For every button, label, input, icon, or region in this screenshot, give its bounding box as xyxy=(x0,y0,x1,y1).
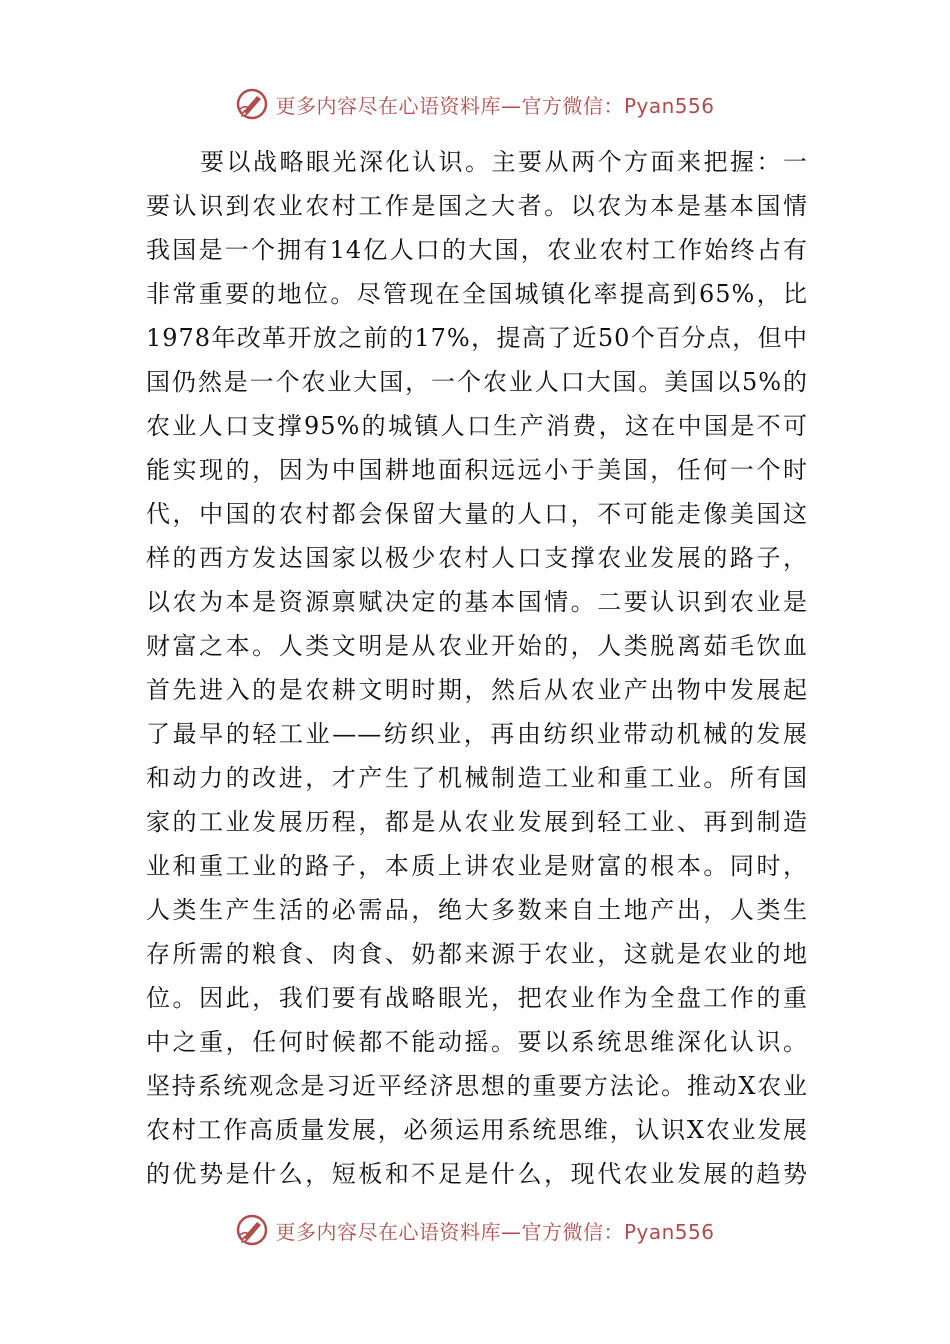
text-line: 能实现的，因为中国耕地面积远远小于美国，任何一个时 xyxy=(146,456,808,484)
text-line: 位。因此，我们要有战略眼光，把农业作为全盘工作的重 xyxy=(146,984,808,1012)
article-body xyxy=(146,140,808,1196)
text-line: 财富之本。人类文明是从农业开始的，人类脱离茹毛饮血 xyxy=(146,632,808,660)
text-line: 坚持系统观念是习近平经济思想的重要方法论。推动X农业 xyxy=(146,1072,808,1100)
pen-logo-icon xyxy=(235,87,269,121)
text-line: 我国是一个拥有14亿人口的大国，农业农村工作始终占有 xyxy=(146,236,808,264)
pen-logo-icon xyxy=(235,1213,269,1247)
text-line: 要认识到农业农村工作是国之大者。以农为本是基本国情 xyxy=(146,192,808,220)
watermark-text: 更多内容尽在心语资料库—官方微信：Pyan556 xyxy=(275,1219,715,1244)
text-line: 人类生产生活的必需品，绝大多数来自土地产出，人类生 xyxy=(146,896,808,924)
text-line: 代，中国的农村都会保留大量的人口，不可能走像美国这 xyxy=(146,500,808,528)
text-line: 农业人口支撑95%的城镇人口生产消费，这在中国是不可 xyxy=(146,412,808,440)
text-line: 非常重要的地位。尽管现在全国城镇化率提高到65%，比 xyxy=(146,280,808,308)
text-line: 中之重，任何时候都不能动摇。要以系统思维深化认识。 xyxy=(146,1028,808,1056)
text-line: 存所需的粮食、肉食、奶都来源于农业，这就是农业的地 xyxy=(146,940,808,968)
text-line: 家的工业发展历程，都是从农业发展到轻工业、再到制造 xyxy=(146,808,808,836)
text-line: 以农为本是资源禀赋决定的基本国情。二要认识到农业是 xyxy=(146,588,808,616)
text-line: 要以战略眼光深化认识。主要从两个方面来把握：一 xyxy=(200,148,808,176)
watermark-text: 更多内容尽在心语资料库—官方微信：Pyan556 xyxy=(275,93,715,118)
text-line: 业和重工业的路子，本质上讲农业是财富的根本。同时， xyxy=(146,852,808,880)
header-watermark xyxy=(0,84,950,124)
text-line: 的优势是什么，短板和不足是什么，现代农业发展的趋势 xyxy=(146,1160,808,1188)
footer-watermark xyxy=(0,1210,950,1250)
text-line: 农村工作高质量发展，必须运用系统思维，认识X农业发展 xyxy=(146,1116,808,1144)
text-line: 国仍然是一个农业大国，一个农业人口大国。美国以5%的 xyxy=(146,368,808,396)
text-line: 1978年改革开放之前的17%，提高了近50个百分点，但中 xyxy=(146,324,808,352)
text-line: 和动力的改进，才产生了机械制造工业和重工业。所有国 xyxy=(146,764,808,792)
text-line: 了最早的轻工业——纺织业，再由纺织业带动机械的发展 xyxy=(146,720,808,748)
text-line: 首先进入的是农耕文明时期，然后从农业产出物中发展起 xyxy=(146,676,808,704)
text-line: 样的西方发达国家以极少农村人口支撑农业发展的路子， xyxy=(146,544,808,572)
